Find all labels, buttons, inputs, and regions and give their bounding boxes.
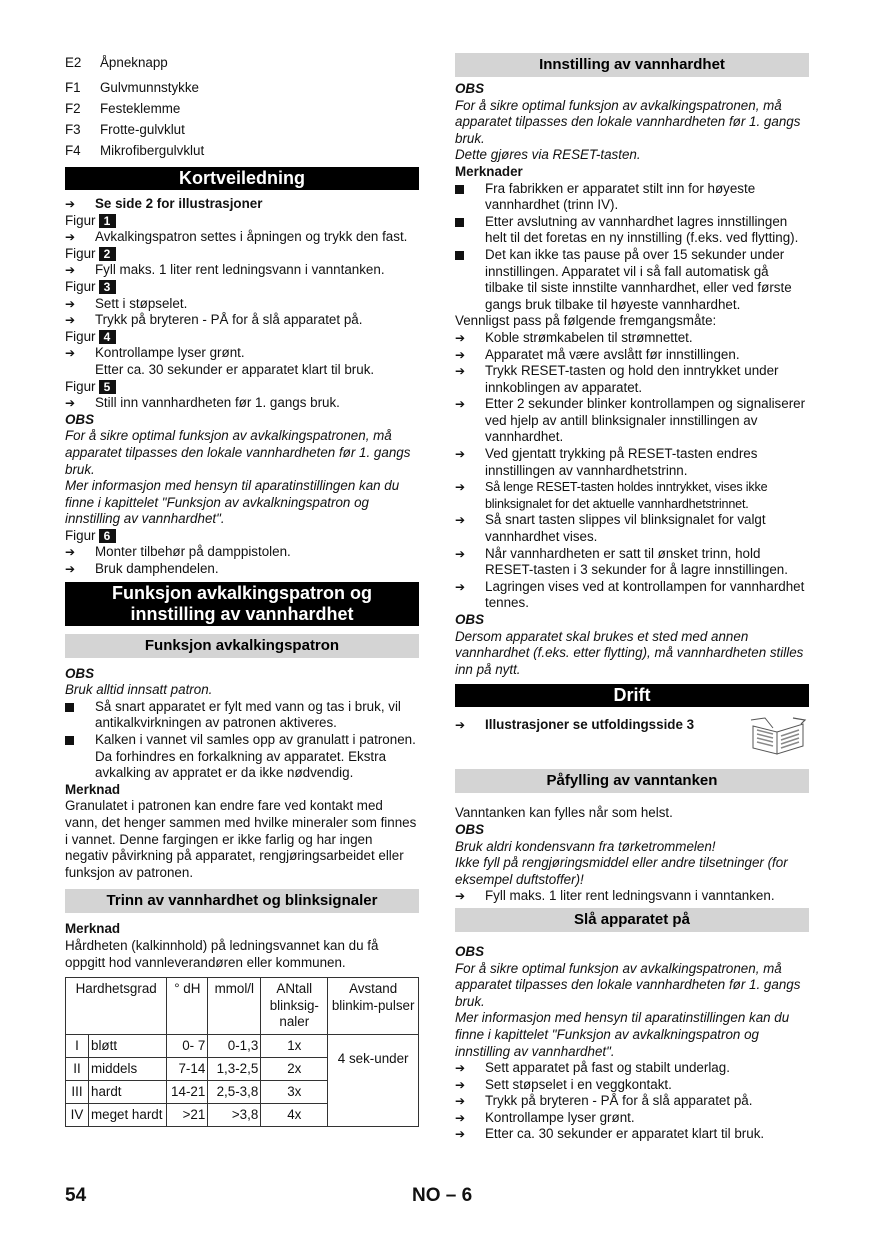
arrow-icon: ➔	[65, 313, 76, 328]
subheading-sla-pa: Slå apparatet på	[455, 908, 809, 932]
interval-cell: 4 sek-under	[328, 1034, 419, 1126]
merknad-text: Granulatet i patronen kan endre fare ved kontakt med vann, det henger sammen med hvilke mineraler som finnes i vannet. Denne fargingen er ikke farlig og har ingen negativ påvirkning på apparatet, rengjøringsarbeidet eller funksjon av patronen.	[65, 798, 417, 880]
obs-label: OBS	[455, 612, 485, 627]
instruction-step: ➔ Etter ca. 30 sekunder er apparatet klart til bruk.	[455, 1126, 765, 1142]
paf-text: Vanntanken kan fylles når som helst.	[455, 805, 673, 821]
instruction-step: ➔ Lagringen vises ved at kontrollampen for vannhardhet tennes.	[455, 578, 805, 611]
instruction-step: ➔ Apparatet må være avslått før innstillingen.	[455, 346, 740, 362]
arrow-icon: ➔	[65, 562, 76, 577]
merknader-label: Merknader	[455, 163, 523, 179]
figure-ref: Figur 5	[65, 379, 419, 396]
instruction-step: ➔ Ved gjentatt trykking på RESET-tasten endres innstillingen av vannhardhetstrinn.	[455, 446, 758, 478]
figure-ref: Figur 2	[65, 246, 419, 263]
bullet-item: Etter avslutning av vannhardhet lagres innstillingen helt til det foretas en ny innstilling (f.eks. ved flytting).	[455, 214, 809, 247]
arrow-icon: ➔	[455, 1077, 466, 1092]
bullet-item: Kalken i vannet vil samles opp av granulatt i patronen. Da forhindres en forkalkning av apparatet. Ekstra avkalking av appratet er da ikke nødvendig.	[65, 732, 419, 782]
square-bullet-icon	[65, 736, 74, 745]
subheading-trinn: Trinn av vannhardhet og blinksignaler	[65, 889, 419, 913]
obs-text: For å sikre optimal funksjon av avkalkingspatronen, må apparatet tilpasses den lokale vannhardheten før 1. gangs bruk.	[455, 960, 801, 1009]
table-row: II middels 7-14 1,3-2,5 2x	[66, 1057, 419, 1080]
bullet-item: Det kan ikke tas pause på over 15 sekunder under innstillingen. Apparatet vil i så fall automatisk gå tilbake til siste innstilte vannhardhet, eller ved første gangs bruk tilbake til høyeste vannhardhet.	[455, 247, 809, 313]
arrow-icon: ➔	[455, 546, 466, 561]
page-code: NO – 6	[412, 1185, 473, 1206]
merknad-label: Merknad	[65, 921, 121, 937]
merknad-text: Hårdheten (kalkinnhold) på ledningsvannet kan du få oppgitt hod vannleverandøren eller kommunen.	[65, 937, 379, 970]
arrow-icon: ➔	[455, 1061, 466, 1076]
arrow-icon: ➔	[455, 447, 466, 462]
figure-ref: Figur 1	[65, 213, 419, 230]
instruction-step: ➔ Still inn vannhardheten før 1. gangs bruk.	[65, 395, 340, 411]
instruction-step: ➔ Monter tilbehør på damppistolen.	[65, 544, 291, 560]
subheading-funksjon-patron: Funksjon avkalkingspatron	[65, 634, 419, 658]
arrow-icon: ➔	[65, 230, 76, 245]
instruction-step: ➔ Bruk damphendelen.	[65, 561, 219, 577]
section-heading-drift: Drift	[455, 684, 809, 707]
arrow-icon: ➔	[65, 263, 76, 278]
instruction-step: ➔ Når vannhardheten er satt til ønsket trinn, hold RESET-tasten i 3 sekunder for å lagre innstillingen.	[455, 545, 788, 578]
arrow-icon: ➔	[455, 347, 466, 362]
legend-item: E2 Åpneknapp	[65, 55, 168, 70]
procedure-intro: Vennligst pass på følgende fremgangsmåte:	[455, 313, 717, 329]
figure-ref: Figur 3	[65, 279, 419, 296]
legend-list	[65, 52, 419, 161]
arrow-icon: ➔	[455, 480, 466, 495]
arrow-icon: ➔	[455, 1094, 466, 1109]
hardness-table	[65, 977, 419, 1127]
obs-label: OBS	[455, 821, 485, 837]
table-row: IV meget hardt >21 >3,8 4x	[66, 1103, 419, 1126]
obs-text: For å sikre optimal funksjon av avkalkingspatronen, må apparatet tilpasses den lokale vannhardheten før 1. gangs bruk.	[65, 428, 411, 477]
table-header-row: Hardhetsgrad ° dH mmol/l ANtall blinksig-naler Avstand blinkim-pulser	[66, 978, 419, 1035]
subheading-innstilling: Innstilling av vannhardhet	[455, 53, 809, 77]
obs-label: OBS	[65, 665, 95, 681]
page-number: 54	[65, 1185, 87, 1206]
arrow-icon: ➔	[455, 579, 466, 594]
instruction-step: ➔ Kontrollampe lyser grønt.	[455, 1109, 635, 1125]
obs-label: OBS	[455, 81, 485, 96]
arrow-icon: ➔	[455, 718, 466, 733]
instruction-step: ➔ Illustrasjoner se utfoldingsside 3	[455, 717, 809, 765]
table-row: I bløtt 0- 7 0-1,3 1x 4 sek-under	[66, 1034, 419, 1057]
drift-section	[455, 684, 809, 765]
bullet-item: Så snart apparatet er fylt med vann og tas i bruk, vil antikalkvirkningen av patronen aktiveres.	[65, 699, 419, 732]
square-bullet-icon	[455, 185, 464, 194]
arrow-icon: ➔	[65, 545, 76, 560]
obs-text: Bruk aldri kondensvann fra tørketrommelen!	[455, 838, 716, 854]
legend-item: F4 Mikrofibergulvklut	[65, 143, 205, 158]
instruction-step: ➔ Sett i støpselet.	[65, 295, 188, 311]
section-heading-funksjon: Funksjon avkalkingspatron og innstilling av vannhardhet	[65, 582, 419, 626]
obs-text: Mer informasjon med hensyn til aparatinstillingen kan du finne i kapittelet "Funksjon av avkalkningspatron og innstilling av vannhardhet".	[455, 1010, 790, 1059]
instruction-step: ➔ Så lenge RESET-tasten holdes inntrykket, vises ikke blinksignalet for det aktuelle vannhardhetstrinnet.	[455, 480, 768, 511]
book-icon	[749, 716, 809, 756]
instruction-step: ➔ Etter 2 sekunder blinker kontrollampen og signaliserer ved hjelp av antill blinksignaler innstillingen av vannhardhet.	[455, 396, 806, 445]
instruction-step: ➔ Så snart tasten slippes vil blinksignalet for valgt vannhardhet vises.	[455, 512, 766, 545]
figure-ref: Figur 6	[65, 528, 419, 545]
legend-item: F1 Gulvmunnstykke	[65, 80, 199, 95]
instruction-step: ➔ Trykk RESET-tasten og hold den inntrykket under innkoblingen av apparatet.	[455, 363, 779, 395]
arrow-icon: ➔	[455, 513, 466, 528]
instruction-step: ➔ Koble strømkabelen til strømnettet.	[455, 329, 693, 345]
instruction-step: ➔ Se side 2 for illustrasjoner	[65, 196, 263, 211]
instruction-step: ➔ Sett støpselet i en veggkontakt.	[455, 1076, 672, 1092]
figure-ref: Figur 4	[65, 329, 419, 346]
obs-text: Bruk alltid innsatt patron.	[65, 682, 213, 698]
obs-text: Mer informasjon med hensyn til aparatinstillingen kan du finne i kapittelet "Funksjon av avkalkningspatron og innstilling av vannhardhet".	[65, 478, 400, 527]
arrow-icon: ➔	[65, 396, 76, 411]
obs-label: OBS	[455, 943, 485, 959]
arrow-icon: ➔	[455, 397, 466, 412]
obs-text: For å sikre optimal funksjon av avkalkingspatronen, må apparatet tilpasses den lokale vannhardheten før 1. gangs bruk.	[455, 97, 801, 146]
merknad-label: Merknad	[65, 781, 121, 797]
arrow-icon: ➔	[455, 1110, 466, 1125]
obs-text: Ikke fyll på rengjøringsmiddel eller andre tilsetninger (for eksempel duftstoffer)!	[455, 855, 788, 887]
square-bullet-icon	[455, 218, 464, 227]
square-bullet-icon	[455, 251, 464, 260]
instruction-step: ➔ Fyll maks. 1 liter rent ledningsvann i vanntanken.	[455, 888, 775, 904]
instruction-step: ➔ Sett apparatet på fast og stabilt underlag.	[455, 1060, 730, 1076]
subheading-pafylling: Påfylling av vanntanken	[455, 769, 809, 793]
arrow-icon: ➔	[65, 197, 76, 211]
right-column	[455, 52, 809, 1143]
instruction-step: ➔ Trykk på bryteren - PÅ for å slå apparatet på.	[65, 312, 363, 328]
arrow-icon: ➔	[65, 296, 76, 311]
obs-label: OBS	[65, 411, 95, 427]
obs-text: Dersom apparatet skal brukes et sted med annen vannhardhet (f.eks. etter flytting), må vannhardheten stilles inn på nytt.	[455, 628, 804, 677]
table-row: III hardt 14-21 2,5-3,8 3x	[66, 1080, 419, 1103]
instruction-step: ➔ Avkalkingspatron settes i åpningen og trykk den fast.	[65, 229, 408, 245]
section-heading-kortveiledning: Kortveiledning	[65, 167, 419, 190]
arrow-icon: ➔	[455, 889, 466, 904]
bullet-item: Fra fabrikken er apparatet stilt inn for høyeste vannhardhet (trinn IV).	[455, 181, 809, 214]
obs-text: Dette gjøres via RESET-tasten.	[455, 147, 641, 163]
legend-item: F3 Frotte-gulvklut	[65, 122, 185, 137]
arrow-icon: ➔	[455, 1127, 466, 1142]
instruction-step: ➔ Kontrollampe lyser grønt. Etter ca. 30 sekunder er apparatet klart til bruk.	[65, 345, 375, 377]
legend-item: F2 Festeklemme	[65, 101, 181, 116]
left-column	[65, 52, 419, 1127]
arrow-icon: ➔	[65, 346, 76, 361]
square-bullet-icon	[65, 703, 74, 712]
instruction-step: ➔ Trykk på bryteren - PÅ for å slå apparatet på.	[455, 1093, 753, 1109]
arrow-icon: ➔	[455, 364, 466, 379]
instruction-step: ➔ Fyll maks. 1 liter rent ledningsvann i vanntanken.	[65, 262, 385, 278]
arrow-icon: ➔	[455, 330, 466, 345]
